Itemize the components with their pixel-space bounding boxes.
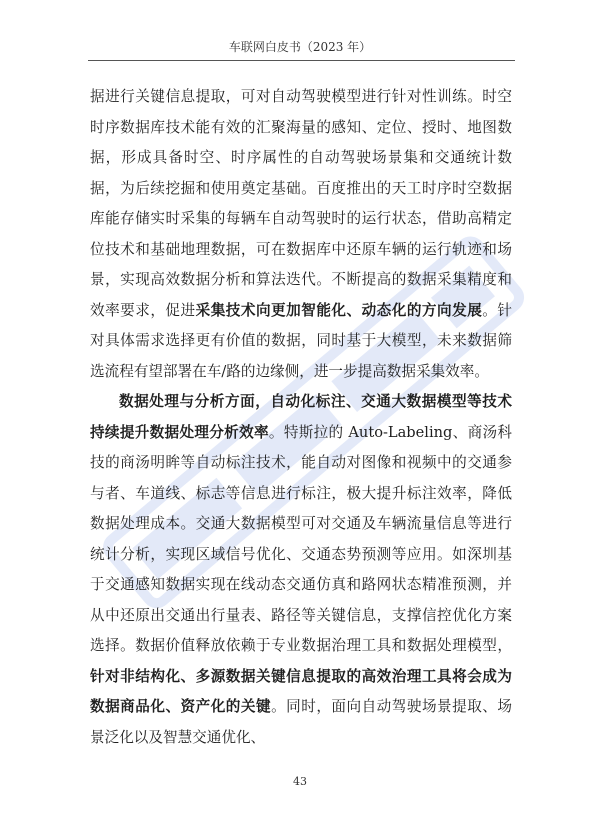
paragraph-1 xyxy=(90,82,512,387)
paragraph-2-span-3: 针对非结构化、多源数据关键信息提取的高效治理工具将会成为数据商品化、资产化的关键 xyxy=(90,667,512,715)
page-number: 43 xyxy=(293,775,307,788)
paragraph-2-span-1: 数据处理与分析方面，自动化标注、交通大数据模型等技术持续提升数据处理分析效率 xyxy=(90,393,512,441)
paragraph-1-span-1: 据进行关键信息提取，可对自动驾驶模型进行针对性训练。时空时序数据库技术能有效的汇聚海量的感知、定位、授时、地图数据，形成具备时空、时序属性的自动驾驶场景集和交通统计数据，为后续挖掘和使用奠定基础。百度推出的天工时序时空数据库能存储实时采集的每辆车自动驾驶时的运行状态，借助高精定位技术和基础地理数据，可在数据库中还原车辆的运行轨迹和场景，实现高效数据分析和算法迭代。不断提高的数据采集精度和效率要求，促进 xyxy=(90,88,512,319)
page-header: 车联网白皮书（2023 年） xyxy=(228,40,372,54)
paragraph-2-span-4: 。同时，面向自动驾驶场景提取、场景泛化以及智慧交通优化、 xyxy=(90,698,512,746)
paragraph-1-span-2: 采集技术向更加智能化、动态化的方向发展 xyxy=(195,301,483,319)
paragraph-1-span-3: 。针对具体需求选择更有价值的数据，同时基于大模型，未来数据筛选流程有望部署在车/路的边缘侧，进一步提高数据采集效率。 xyxy=(90,301,512,380)
body-text xyxy=(90,82,512,753)
paragraph-2-span-2: 。特斯拉的 Auto-Labeling、商汤科技的商汤明眸等自动标注技术，能自动对图像和视频中的交通参与者、车道线、标志等信息进行标注，极大提升标注效率，降低数据处理成本。交通大数据模型可对交通及车辆流量信息等进行统计分析，实现区域信号优化、交通态势预测等应用。如深圳基于交通感知数据实现在线动态交通仿真和路网状态精准预测，并从中还原出交通出行量表、路径等关键信息，支撑信控优化方案选择。数据价值释放依赖于专业数据治理工具和数据处理模型， xyxy=(90,423,512,654)
header-divider xyxy=(88,60,515,61)
paragraph-2 xyxy=(90,387,512,753)
